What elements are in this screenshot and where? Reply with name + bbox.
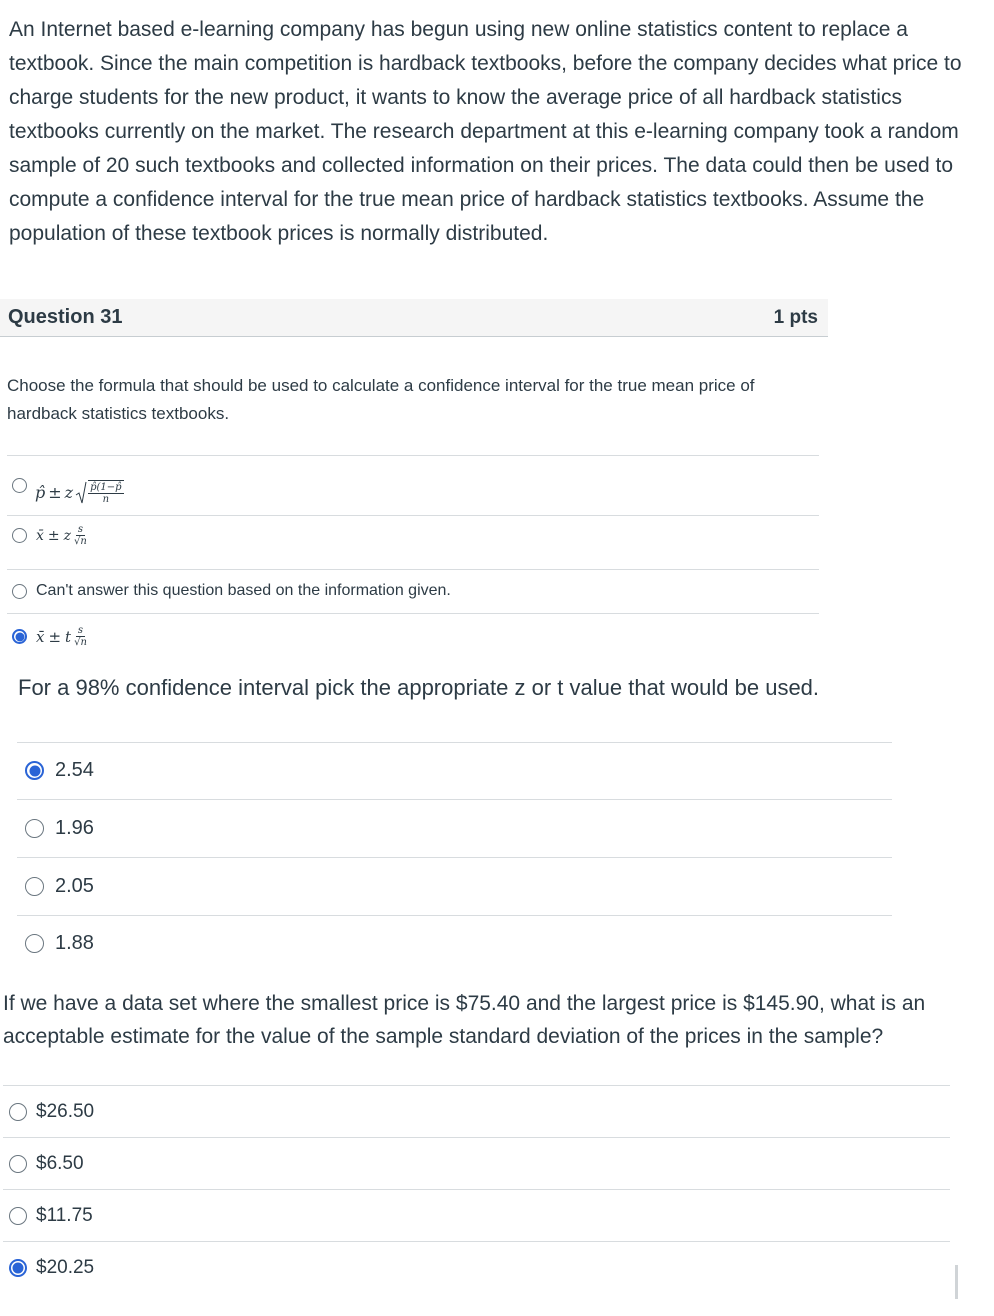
divider (7, 569, 819, 570)
radio-button[interactable] (25, 819, 44, 838)
divider (7, 515, 819, 516)
critical-value-option[interactable] (25, 759, 94, 782)
critical-value-option[interactable] (25, 875, 94, 898)
formula-mean-t: x̄ ± t $\frac{s}{√n}$ (36, 625, 87, 648)
option-label: Can't answer this question based on the information given. (36, 582, 451, 599)
sqrt-symbol-icon (75, 481, 87, 505)
std-dev-option[interactable] (9, 1257, 94, 1279)
option-label: 1.88 (55, 932, 94, 954)
question-header (0, 299, 828, 337)
divider (3, 1189, 950, 1190)
option-label: 2.05 (55, 875, 94, 897)
divider (17, 857, 892, 858)
formula-option-proportion-z[interactable] (12, 466, 124, 505)
formula-mean-z: x̄ ± z $\frac{s}{√n}$ (36, 524, 87, 547)
divider (17, 742, 892, 743)
question-points: 1 pts (773, 307, 818, 328)
radio-button-selected[interactable] (12, 629, 27, 644)
divider (3, 1241, 950, 1242)
divider (3, 1137, 950, 1138)
divider (7, 455, 819, 456)
formula-option-cannot-answer[interactable] (12, 582, 451, 600)
option-label: $20.25 (36, 1257, 95, 1278)
formula-question-prompt: Choose the formula that should be used to calculate a confidence interval for the true mean price of hardback statistics textbooks. (7, 376, 755, 423)
radio-button[interactable] (12, 584, 27, 599)
std-dev-option[interactable] (9, 1153, 84, 1175)
radio-button[interactable] (9, 1207, 27, 1225)
radio-button-selected[interactable] (25, 761, 44, 780)
option-label: $11.75 (36, 1205, 93, 1226)
divider (7, 613, 819, 614)
std-dev-option[interactable] (9, 1205, 93, 1227)
formula-proportion: p̂ ± z $\frac{p̂(1-p̂}{n}$ (35, 482, 122, 505)
formula-option-mean-z[interactable] (12, 524, 89, 547)
divider (3, 1085, 950, 1086)
radio-button[interactable] (12, 528, 27, 543)
radio-button[interactable] (9, 1155, 27, 1173)
option-label: $26.50 (36, 1101, 95, 1122)
option-label: $6.50 (36, 1153, 84, 1174)
critical-value-question-prompt: For a 98% confidence interval pick the appropriate z or t value that would be used. (18, 675, 820, 700)
option-label: 1.96 (55, 817, 94, 839)
critical-value-option[interactable] (25, 817, 94, 840)
scrollbar[interactable] (955, 1265, 958, 1299)
radio-button[interactable] (12, 478, 27, 493)
formula-option-mean-t[interactable] (12, 625, 89, 648)
question-title: Question 31 (8, 306, 123, 328)
option-label: 2.54 (55, 759, 94, 781)
intro-paragraph: An Internet based e-learning company has begun using new online statistics content to replace a textbook. Since the main competition is hardback textbooks, before the company decides what price to charge students for the new product, it wants to know the average price of all hardback statistics textbooks currently on the market. The research department at this e-learning company took a random sample of 20 such textbooks and collected information on their prices. The data could then be used to compute a confidence interval for the true mean price of hardback statistics textbooks. Assume the population of these textbook prices is normally distributed. (9, 18, 962, 245)
radio-button-selected[interactable] (9, 1259, 27, 1277)
radio-button[interactable] (25, 877, 44, 896)
radio-button[interactable] (25, 934, 44, 953)
divider (17, 799, 892, 800)
critical-value-option[interactable] (25, 932, 94, 955)
std-dev-question-prompt: If we have a data set where the smallest price is $75.40 and the largest price is $145.90, what is an acceptable estimate for the value of the sample standard deviation of the prices in the sample? (3, 992, 926, 1048)
radio-button[interactable] (9, 1103, 27, 1121)
std-dev-option[interactable] (9, 1101, 94, 1123)
divider (17, 915, 892, 916)
